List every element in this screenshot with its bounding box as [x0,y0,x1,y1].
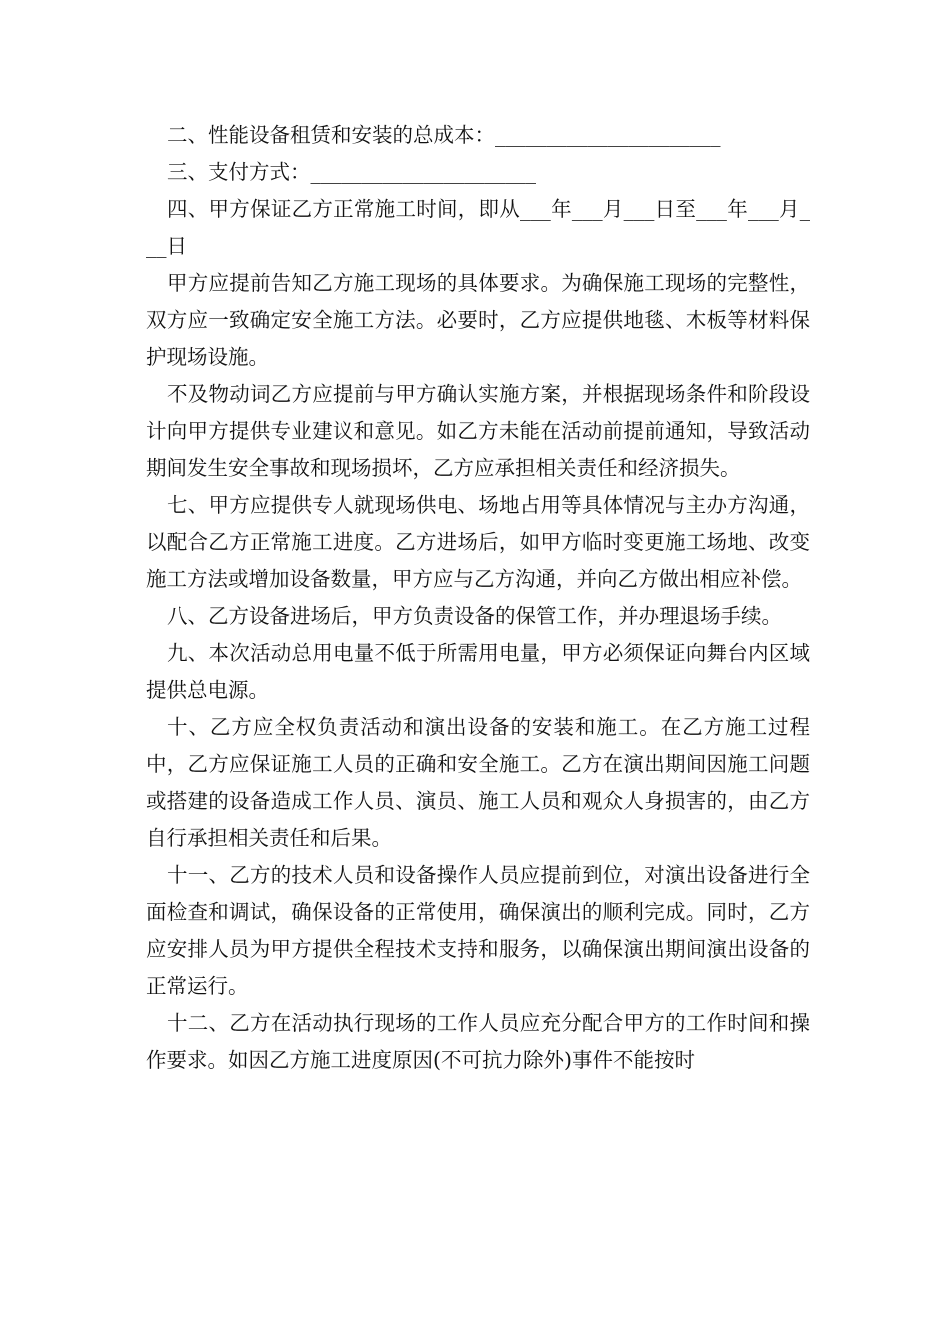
clause-implementation-plan: 不及物动词乙方应提前与甲方确认实施方案，并根据现场条件和阶段设计向甲方提供专业建议和意见。如乙方未能在活动前提前通知，导致活动期间发生安全事故和现场损坏，乙方应承担相关责任和经济损失。 [146,382,810,480]
clause-total-cost: 二、性能设备租赁和安装的总成本：______________________ [167,123,721,147]
clause-twelve: 十二、乙方在活动执行现场的工作人员应充分配合甲方的工作时间和操作要求。如因乙方施工进度原因(不可抗力除外)事件不能按时 [146,1011,810,1072]
clause-site-requirements: 甲方应提前告知乙方施工现场的具体要求。为确保施工现场的完整性，双方应一致确定安全施工方法。必要时，乙方应提供地毯、木板等材料保护现场设施。 [146,271,810,369]
clause-eleven: 十一、乙方的技术人员和设备操作人员应提前到位，对演出设备进行全面检查和调试，确保设备的正常使用，确保演出的顺利完成。同时，乙方应安排人员为甲方提供全程技术支持和服务，以确保演出期间演出设备的正常运行。 [146,863,810,998]
clause-ten: 十、乙方应全权负责活动和演出设备的安装和施工。在乙方施工过程中，乙方应保证施工人员的正确和安全施工。乙方在演出期间因施工问题或搭建的设备造成工作人员、演员、施工人员和观众人身损害的，由乙方自行承担相关责任和后果。 [146,715,810,850]
clause-nine: 九、本次活动总用电量不低于所需用电量，甲方必须保证向舞台内区域提供总电源。 [146,641,810,702]
clause-construction-time: 四、甲方保证乙方正常施工时间，即从___年___月___日至___年___月___日 [146,197,810,258]
clause-seven: 七、甲方应提供专人就现场供电、场地占用等具体情况与主办方沟通，以配合乙方正常施工进度。乙方进场后，如甲方临时变更施工场地、改变施工方法或增加设备数量，甲方应与乙方沟通，并向乙方做出相应补偿。 [146,493,810,591]
clause-eight: 八、乙方设备进场后，甲方负责设备的保管工作，并办理退场手续。 [167,604,782,628]
clause-payment-method: 三、支付方式：______________________ [167,160,536,184]
document-page [146,117,810,1079]
